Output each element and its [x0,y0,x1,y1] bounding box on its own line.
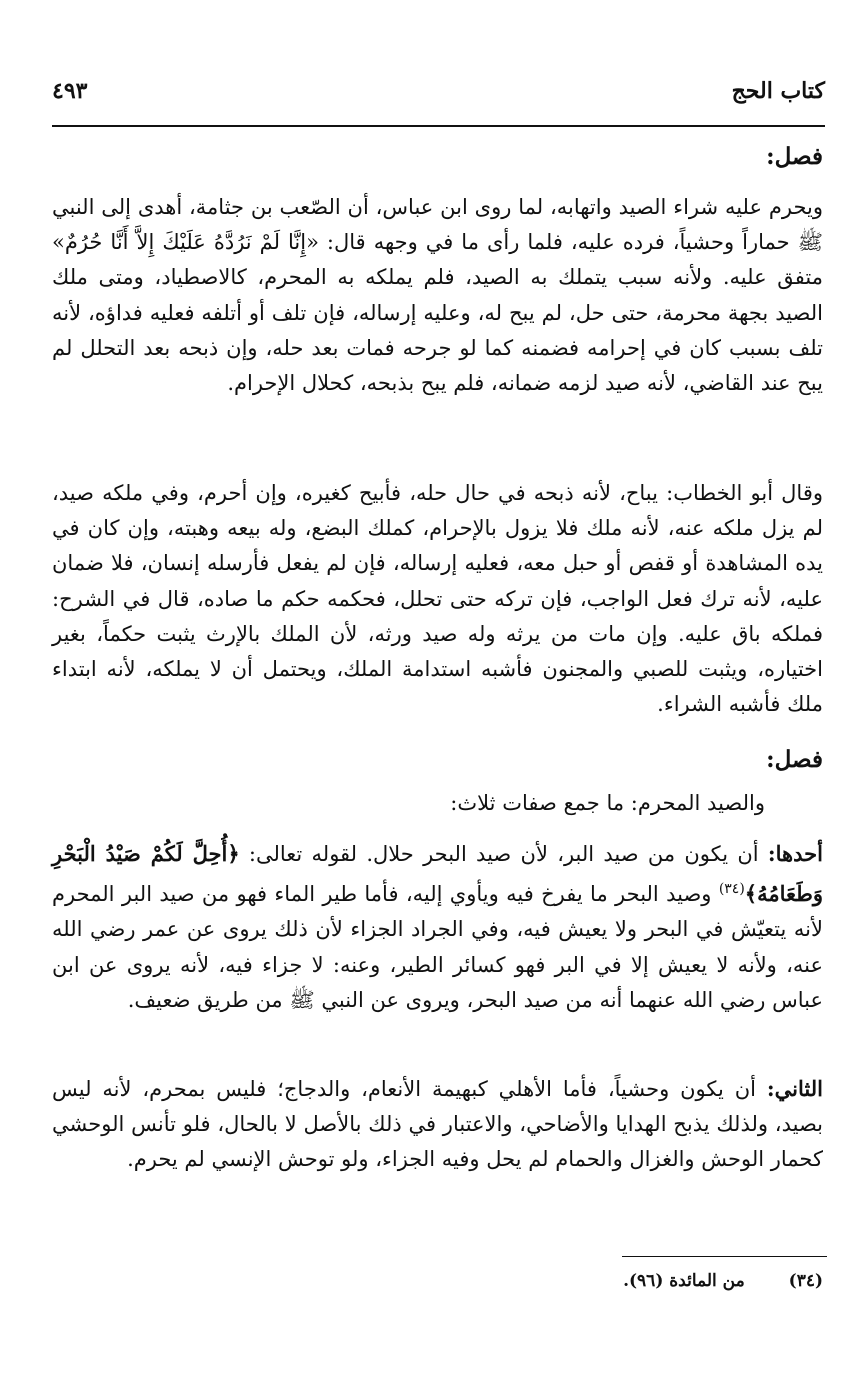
paragraph: وقال أبو الخطاب: يباح، لأنه ذبحه في حال حله، فأبيح كغيره، وإن أحرم، وفي ملكه صيد، لم يزل ملكه عنه، لأنه ملك فلا يزول بالإحرام، كملك البضع، وله بيعه وهبته، وإن كان في يده المشاهدة أو قفص أو حبل معه، فعليه إرساله، فإن لم يفعل فأرسله إنسان، فلا ضمان عليه، لأنه ترك فعل الواجب، فإن تركه حتى تحلل، فحكمه حكم ما صاده، قال في الشرح: فملكه باق عليه. وإن مات من يرثه وله صيد ورثه، لأن الملك بالإرث يثبت حكماً، بغير اختياره، ويثبت للصبي والمجنون فأشبه استدامة الملك، ويحتمل أن لا يملكه، لأنه ابتداء ملك فأشبه الشراء. [52,481,823,717]
running-title: كتاب الحج [731,78,825,104]
paragraph-text: أن يكون وحشياً، فأما الأهلي كبهيمة الأنعام، والدجاج؛ فليس بمحرم، لأنه ليس بصيد، ولذلك يذبح الهدايا والأضاحي، والاعتبار في ذلك بالأصل لا بالحال، فلو تأنس الوحشي كحمار الوحش والغزال والحمام لم يحل وفيه الجزاء، ولو توحش الإنسي لم يحرم. [52,1077,823,1172]
footnote-text: من المائدة (٩٦). [623,1271,745,1291]
header-rule [52,125,825,127]
footnote-number: (٣٤) [788,1271,823,1291]
paragraph-lead: الثاني: [766,1076,823,1101]
footnote-reference: (٣٤) [718,881,745,898]
paragraph: ويحرم عليه شراء الصيد واتهابه، لما روى ابن عباس، أن الصّعب بن جثامة، أهدى إلى النبي ﷺ حماراً وحشياً، فرده عليه، فلما رأى ما في وجهه قال: «إِنَّا لَمْ نَرُدَّهُ عَلَيْكَ إِلاَّ أَنَّا حُرُمٌ» متفق عليه. ولأنه سبب يتملك به الصيد، فلم يملكه به المحرم، كالاصطياد، ومتى ملك الصيد بجهة محرمة، حتى حل، لم يبح له، وعليه إرساله، فإن تلف أو أتلفه فعليه فداؤه، لأنه تلف بسبب كان في إحرامه فضمنه كما لو جرحه فمات بعد حله، وإن ذبحه بعد التحلل لم يبح عند القاضي، لأنه صيد لزمه ضمانه، فلم يبح بذبحه، كحلال الإحرام. [52,195,823,396]
paragraph [52,1071,823,1178]
paragraph [52,836,823,1018]
paragraph-text: أن يكون من صيد البر، لأن صيد البحر حلال. لقوله تعالى: [248,842,759,866]
paragraph: والصيد المحرم: ما جمع صفات ثلاث: [450,791,765,815]
paragraph-text: وصيد البحر ما يفرخ فيه ويأوي إليه، فأما طير الماء فهو من صيد البر المحرم لأنه يتعيّش في البحر ولا يعيش فيه، وفي الجراد الجزاء لأن ذلك يروى عن عمر رضي الله عنه، ولأنه لا يعيش إلا في البر فهو كسائر الطير، وعنه: لا جزاء فيه، لأنه يروى عن ابن عباس رضي الله عنهما أنه من صيد البحر، ويروى عن النبي ﷺ من طريق ضعيف. [52,882,823,1012]
quran-quote: ﴿أُحِلَّ لَكُمْ صَيْدُ الْبَحْرِ وَطَعَامُهُ﴾ [52,841,823,907]
section-heading: فصل: [766,746,823,773]
page-number: ٤٩٣ [52,78,88,104]
paragraph-lead: أحدها: [767,841,823,866]
footnote [623,1271,823,1291]
page-header [52,72,825,112]
section-heading: فصل: [766,143,823,170]
footnote-rule [622,1256,827,1257]
